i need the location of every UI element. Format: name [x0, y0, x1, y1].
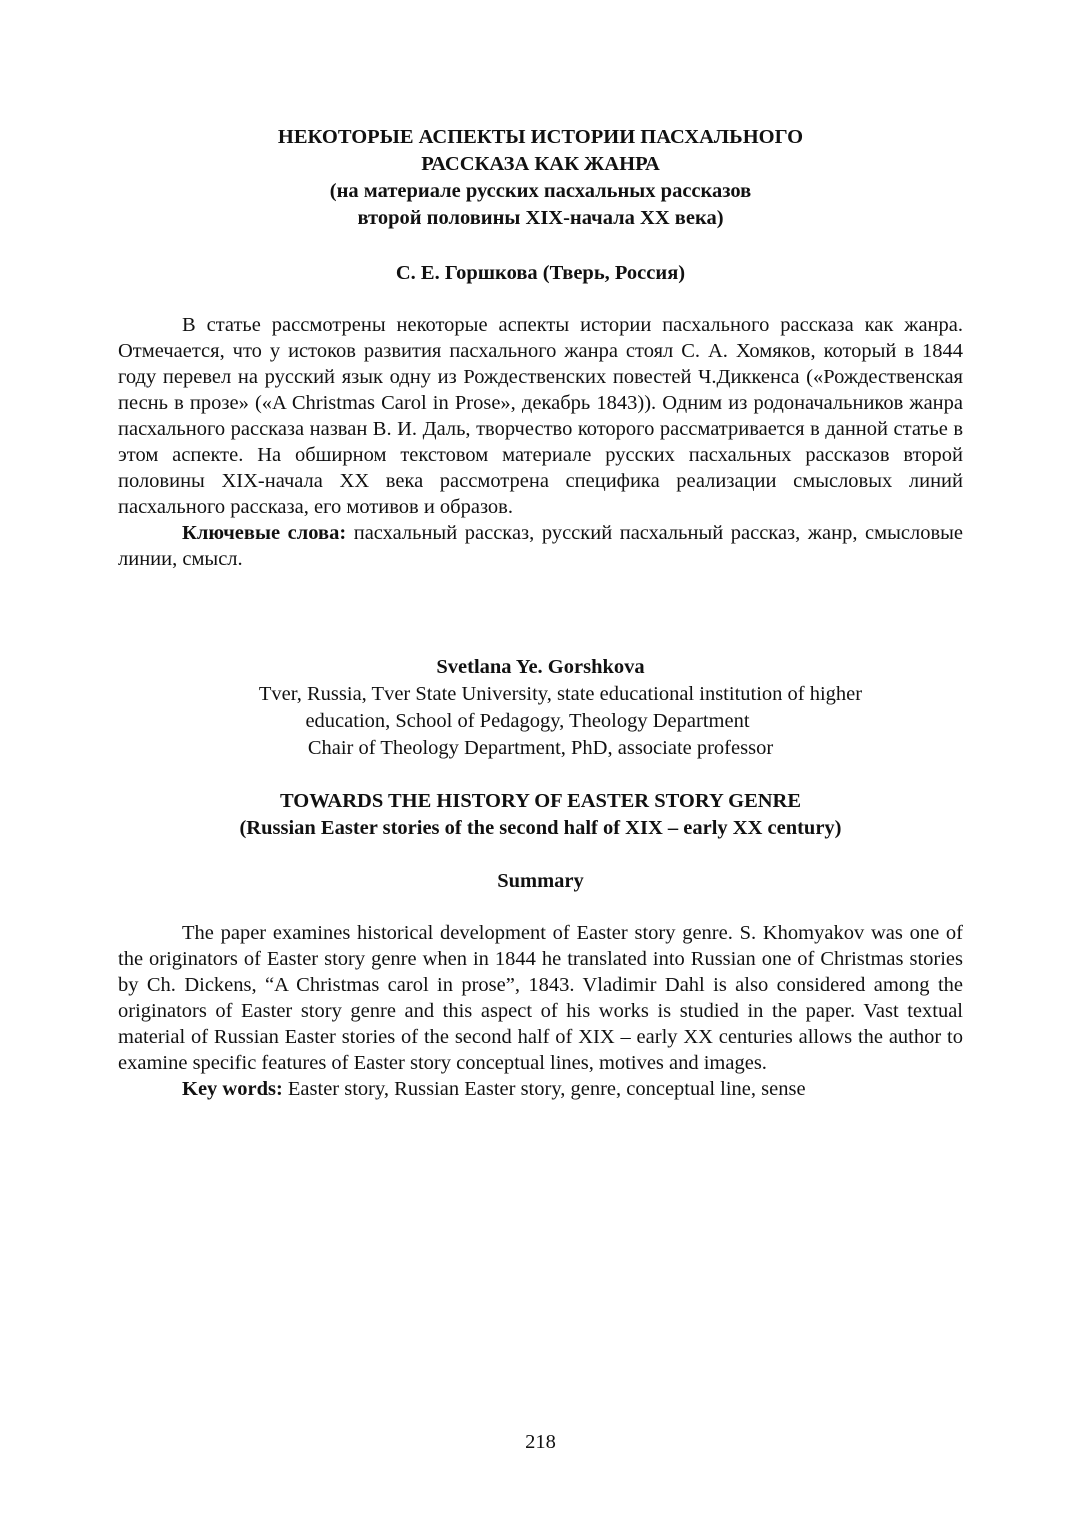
title-ru-line-3: (на материале русских пасхальных рассказов	[329, 180, 752, 202]
summary-en	[118, 920, 963, 1102]
keywords-en-text: Easter story, Russian Easter story, genre, conceptual line, sense	[282, 1078, 806, 1100]
keywords-en-label: Key words:	[182, 1078, 283, 1100]
page-number: 218	[525, 1431, 556, 1453]
keywords-ru-text: пасхальный рассказ, русский пасхальный рассказ, жанр, смысловые линии, смысл.	[118, 522, 963, 570]
summary-heading: Summary	[497, 870, 584, 892]
author-en-block	[118, 654, 963, 762]
abstract-ru-text: В статье рассмотрены некоторые аспекты истории пасхального рассказа как жанра. Отмечается, что у истоков развития пасхального жанра стоял С. А. Хомяков, который в 1844 году перевел на русский язык одну из Рождественских повестей Ч.Диккенса («Рождественская песнь в прозе» («A Christmas Carol in Prose», декабрь 1843)). Одним из родоначальников жанра пасхального рассказа назван В. И. Даль, творчество которого рассматривается в данной статье в этом аспекте. На обширном текстовом материале русских пасхальных рассказов второй половины XIX-начала XX века рассмотрена специфика реализации смысловых линий пасхального рассказа, его мотивов и образов.	[118, 314, 963, 518]
title-ru-line-4: второй половины XIX-начала XX века)	[357, 207, 724, 229]
title-en-line-1: TOWARDS THE HISTORY OF EASTER STORY GENRE	[279, 790, 802, 812]
title-en-line-2: (Russian Easter stories of the second half of XIX – early XX century)	[239, 817, 842, 839]
keywords-ru	[118, 520, 963, 572]
article-title-ru	[118, 124, 963, 232]
title-ru-line-2: РАССКАЗА КАК ЖАНРА	[421, 153, 660, 175]
affiliation-line-1: Tver, Russia, Tver State University, state educational institution of higher	[258, 683, 863, 705]
article-title-en	[118, 788, 963, 842]
keywords-ru-label: Ключевые слова:	[182, 522, 347, 544]
keywords-en	[118, 1076, 963, 1102]
affiliation-line-2: education, School of Pedagogy, Theology Department	[305, 710, 750, 732]
paper-page	[118, 0, 963, 1536]
summary-en-text: The paper examines historical development of Easter story genre. S. Khomyakov was one of the originators of Easter story genre when in 1844 he translated into Russian one of Christmas stories by Ch. Dickens, “A Christmas carol in prose”, 1843. Vladimir Dahl is also considered among the originators of Easter story genre and this aspect of his works is studied in the paper. Vast textual material of Russian Easter stories of the second half of XIX – early XX centuries allows the author to examine specific features of Easter story conceptual lines, motives and images.	[118, 922, 963, 1074]
abstract-ru	[118, 312, 963, 572]
affiliation-line-3: Chair of Theology Department, PhD, associate professor	[307, 737, 774, 759]
author-ru: С. Е. Горшкова (Тверь, Россия)	[395, 262, 686, 284]
author-en-name: Svetlana Ye. Gorshkova	[436, 656, 645, 678]
title-ru-line-1: НЕКОТОРЫЕ АСПЕКТЫ ИСТОРИИ ПАСХАЛЬНОГО	[277, 126, 804, 148]
